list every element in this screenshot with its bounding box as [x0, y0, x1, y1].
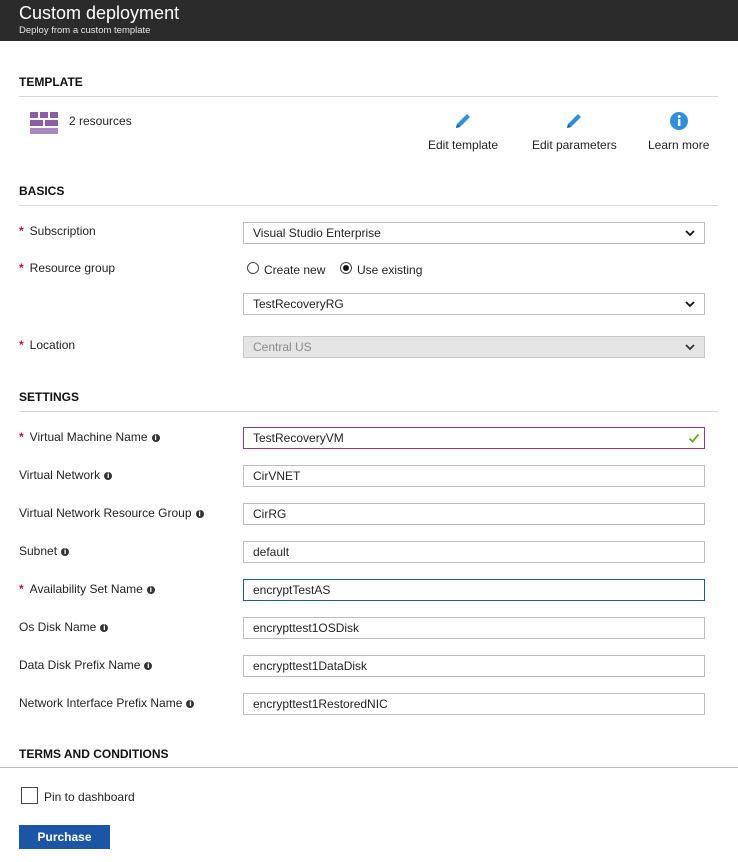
required-star: *	[19, 261, 24, 275]
vm-name-input[interactable]: TestRecoveryVM	[243, 427, 705, 449]
blade-subtitle: Deploy from a custom template	[19, 25, 151, 36]
info-icon[interactable]: i	[61, 548, 69, 556]
vm-name-label: * Virtual Machine Name i	[19, 430, 160, 444]
edit-template-label: Edit template	[428, 138, 499, 152]
subscription-label: * Subscription	[19, 224, 96, 238]
edit-template-button[interactable]	[428, 110, 498, 152]
vnet-resource-group-input[interactable]: CirRG	[243, 503, 705, 525]
info-icon[interactable]: i	[147, 586, 155, 594]
info-icon[interactable]: i	[196, 510, 204, 518]
info-icon[interactable]: i	[152, 434, 160, 442]
edit-parameters-label: Edit parameters	[532, 138, 617, 152]
resource-grid-icon	[30, 112, 58, 140]
virtual-network-label: Virtual Network i	[19, 468, 112, 482]
required-star: *	[19, 224, 24, 238]
subnet-input[interactable]: default	[243, 541, 705, 563]
nic-prefix-label: Network Interface Prefix Name i	[19, 696, 194, 710]
section-title-basics: BASICS	[19, 184, 65, 198]
blade-header	[0, 0, 738, 41]
required-star: *	[19, 338, 24, 352]
nic-prefix-input[interactable]: encrypttest1RestoredNIC	[243, 693, 705, 715]
radio-button-selected[interactable]	[340, 262, 352, 274]
data-disk-prefix-label: Data Disk Prefix Name i	[19, 658, 152, 672]
os-disk-input[interactable]: encrypttest1OSDisk	[243, 617, 705, 639]
availability-set-label: * Availability Set Name i	[19, 582, 155, 596]
location-select: Central US	[243, 336, 705, 358]
learn-more-label: Learn more	[648, 138, 710, 152]
chevron-down-icon	[684, 298, 696, 310]
virtual-network-input[interactable]: CirVNET	[243, 465, 705, 487]
os-disk-label: Os Disk Name i	[19, 620, 108, 634]
info-icon	[668, 110, 690, 132]
required-star: *	[19, 582, 24, 596]
section-title-terms: TERMS AND CONDITIONS	[19, 747, 169, 761]
learn-more-button[interactable]	[648, 110, 709, 152]
divider	[19, 96, 718, 97]
chevron-down-icon	[684, 341, 696, 353]
resources-count: 2 resources	[69, 114, 132, 128]
divider	[0, 767, 738, 768]
chevron-down-icon	[684, 227, 696, 239]
location-label: * Location	[19, 338, 76, 352]
info-icon[interactable]: i	[186, 700, 194, 708]
availability-set-input[interactable]: encryptTestAS	[243, 579, 705, 601]
pencil-icon	[452, 110, 474, 132]
info-icon[interactable]: i	[100, 624, 108, 632]
purchase-button[interactable]: Purchase	[19, 825, 110, 849]
pencil-icon	[563, 110, 585, 132]
pin-label: Pin to dashboard	[44, 790, 135, 804]
resource-group-label: * Resource group	[19, 261, 116, 275]
info-icon[interactable]: i	[144, 662, 152, 670]
resource-group-select[interactable]: TestRecoveryRG	[243, 293, 705, 315]
subscription-select[interactable]: Visual Studio Enterprise	[243, 222, 705, 244]
radio-button[interactable]	[247, 262, 259, 274]
pin-checkbox[interactable]	[21, 787, 38, 804]
info-icon[interactable]: i	[104, 472, 112, 480]
divider	[19, 411, 718, 412]
divider	[19, 205, 718, 206]
vnet-resource-group-label: Virtual Network Resource Group i	[19, 506, 204, 520]
data-disk-prefix-input[interactable]: encrypttest1DataDisk	[243, 655, 705, 677]
section-title-template: TEMPLATE	[19, 75, 83, 89]
required-star: *	[19, 430, 24, 444]
blade-title: Custom deployment	[19, 3, 180, 23]
section-title-settings: SETTINGS	[19, 390, 80, 404]
edit-parameters-button[interactable]	[532, 110, 617, 152]
subnet-label: Subnet i	[19, 544, 69, 558]
checkmark-icon	[688, 432, 700, 444]
